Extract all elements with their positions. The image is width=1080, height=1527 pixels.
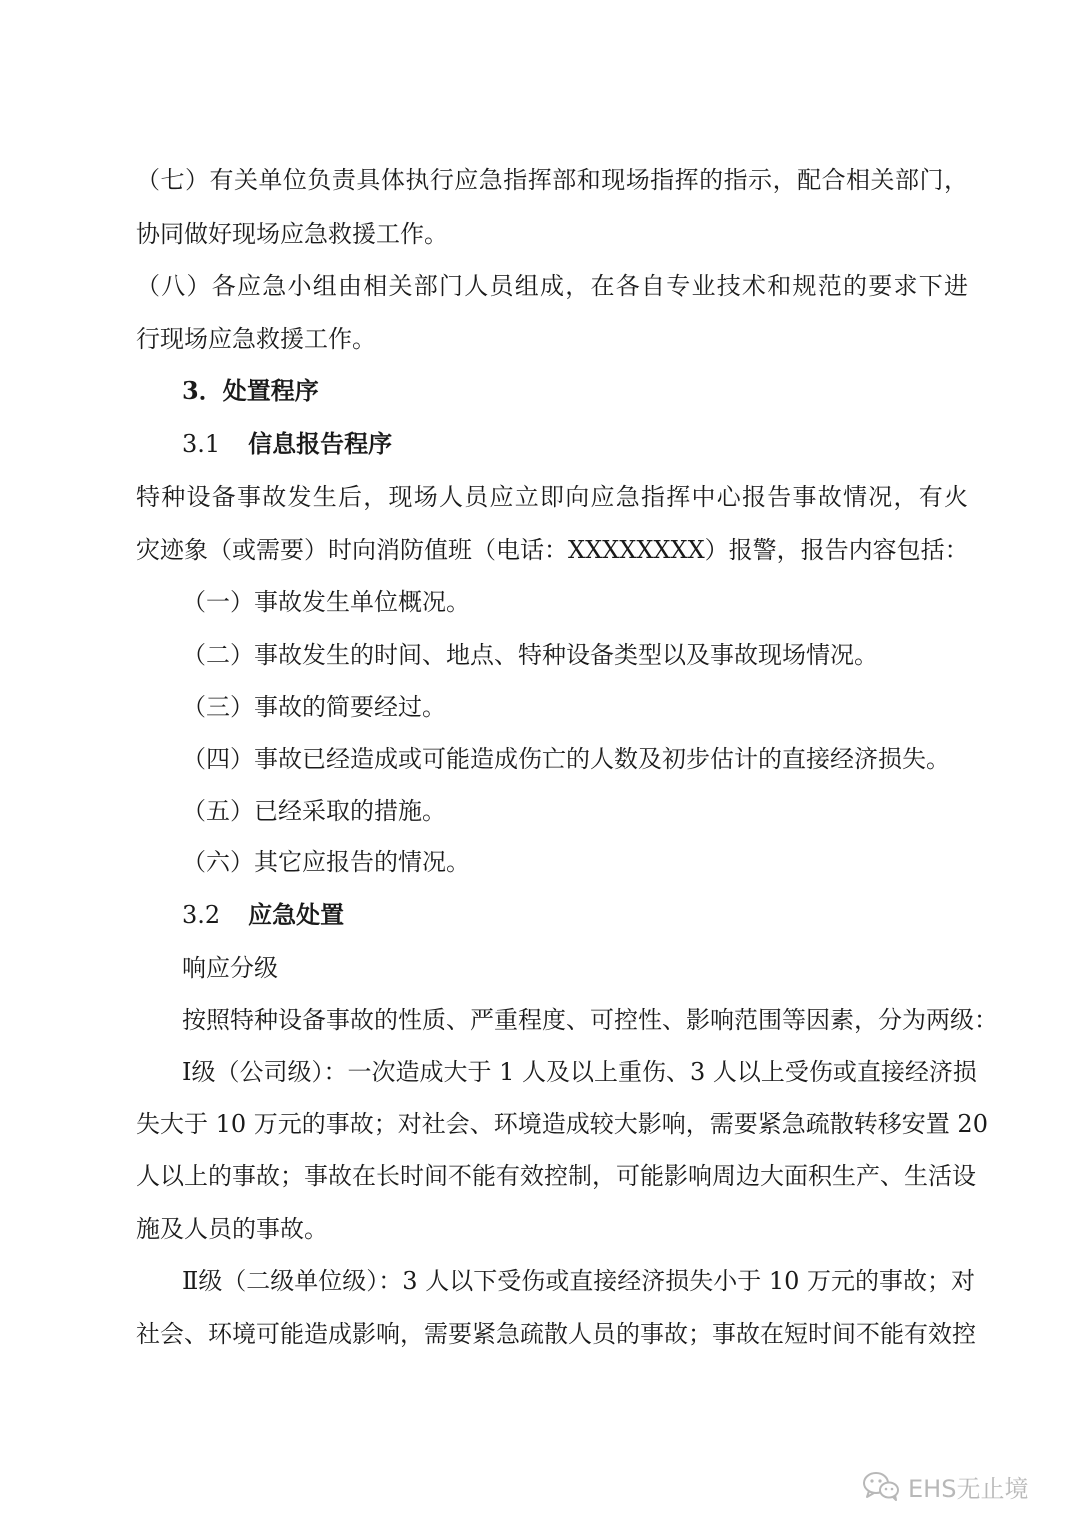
paragraph-line: 特种设备事故发生后，现场人员应立即向应急指挥中心报告事故情况，有火 — [136, 483, 968, 511]
list-item: （四）事故已经造成或可能造成伤亡的人数及初步估计的直接经济损失。 — [182, 745, 950, 773]
paragraph-line: 按照特种设备事故的性质、严重程度、可控性、影响范围等因素，分为两级： — [182, 1006, 998, 1034]
paragraph-line: 社会、环境可能造成影响，需要紧急疏散人员的事故；事故在短时间不能有效控 — [136, 1320, 976, 1348]
wechat-icon — [862, 1470, 900, 1502]
watermark-text: EHS无止境 — [908, 1474, 1029, 1503]
paragraph-line: Ⅰ级（公司级）：一次造成大于 1 人及以上重伤、3 人以上受伤或直接经济损 — [182, 1058, 977, 1086]
paragraph-line: （八）各应急小组由相关部门人员组成，在各自专业技术和规范的要求下进 — [136, 272, 968, 300]
subsection-title: 信息报告程序 — [248, 429, 393, 458]
subsection-number: 3.1 — [182, 430, 221, 458]
subsection-heading — [182, 428, 1080, 460]
section-heading: 3．处置程序 — [182, 376, 319, 405]
paragraph-line: 响应分级 — [182, 954, 278, 982]
paragraph-line: 人以上的事故；事故在长时间不能有效控制，可能影响周边大面积生产、生活设 — [136, 1162, 976, 1190]
paragraph-line: 灾迹象（或需要）时向消防值班（电话：XXXXXXXX）报警，报告内容包括： — [136, 536, 969, 564]
subsection-heading — [182, 899, 1080, 931]
paragraph-line: （七）有关单位负责具体执行应急指挥部和现场指挥的指示，配合相关部门， — [136, 166, 968, 194]
list-item: （一）事故发生单位概况。 — [182, 588, 470, 616]
paragraph-line: 施及人员的事故。 — [136, 1215, 328, 1243]
paragraph-line: 失大于 10 万元的事故；对社会、环境造成较大影响，需要紧急疏散转移安置 20 — [136, 1110, 988, 1138]
list-item: （二）事故发生的时间、地点、特种设备类型以及事故现场情况。 — [182, 641, 878, 669]
list-item: （五）已经采取的措施。 — [182, 797, 446, 825]
subsection-number: 3.2 — [182, 901, 221, 929]
subsection-title: 应急处置 — [248, 900, 345, 929]
paragraph-line: 协同做好现场应急救援工作。 — [136, 220, 448, 248]
list-item: （六）其它应报告的情况。 — [182, 848, 470, 876]
paragraph-line: 行现场应急救援工作。 — [136, 325, 376, 353]
watermark — [862, 1466, 1028, 1506]
paragraph-line: Ⅱ级（二级单位级）：3 人以下受伤或直接经济损失小于 10 万元的事故；对 — [182, 1267, 976, 1295]
list-item: （三）事故的简要经过。 — [182, 693, 446, 721]
